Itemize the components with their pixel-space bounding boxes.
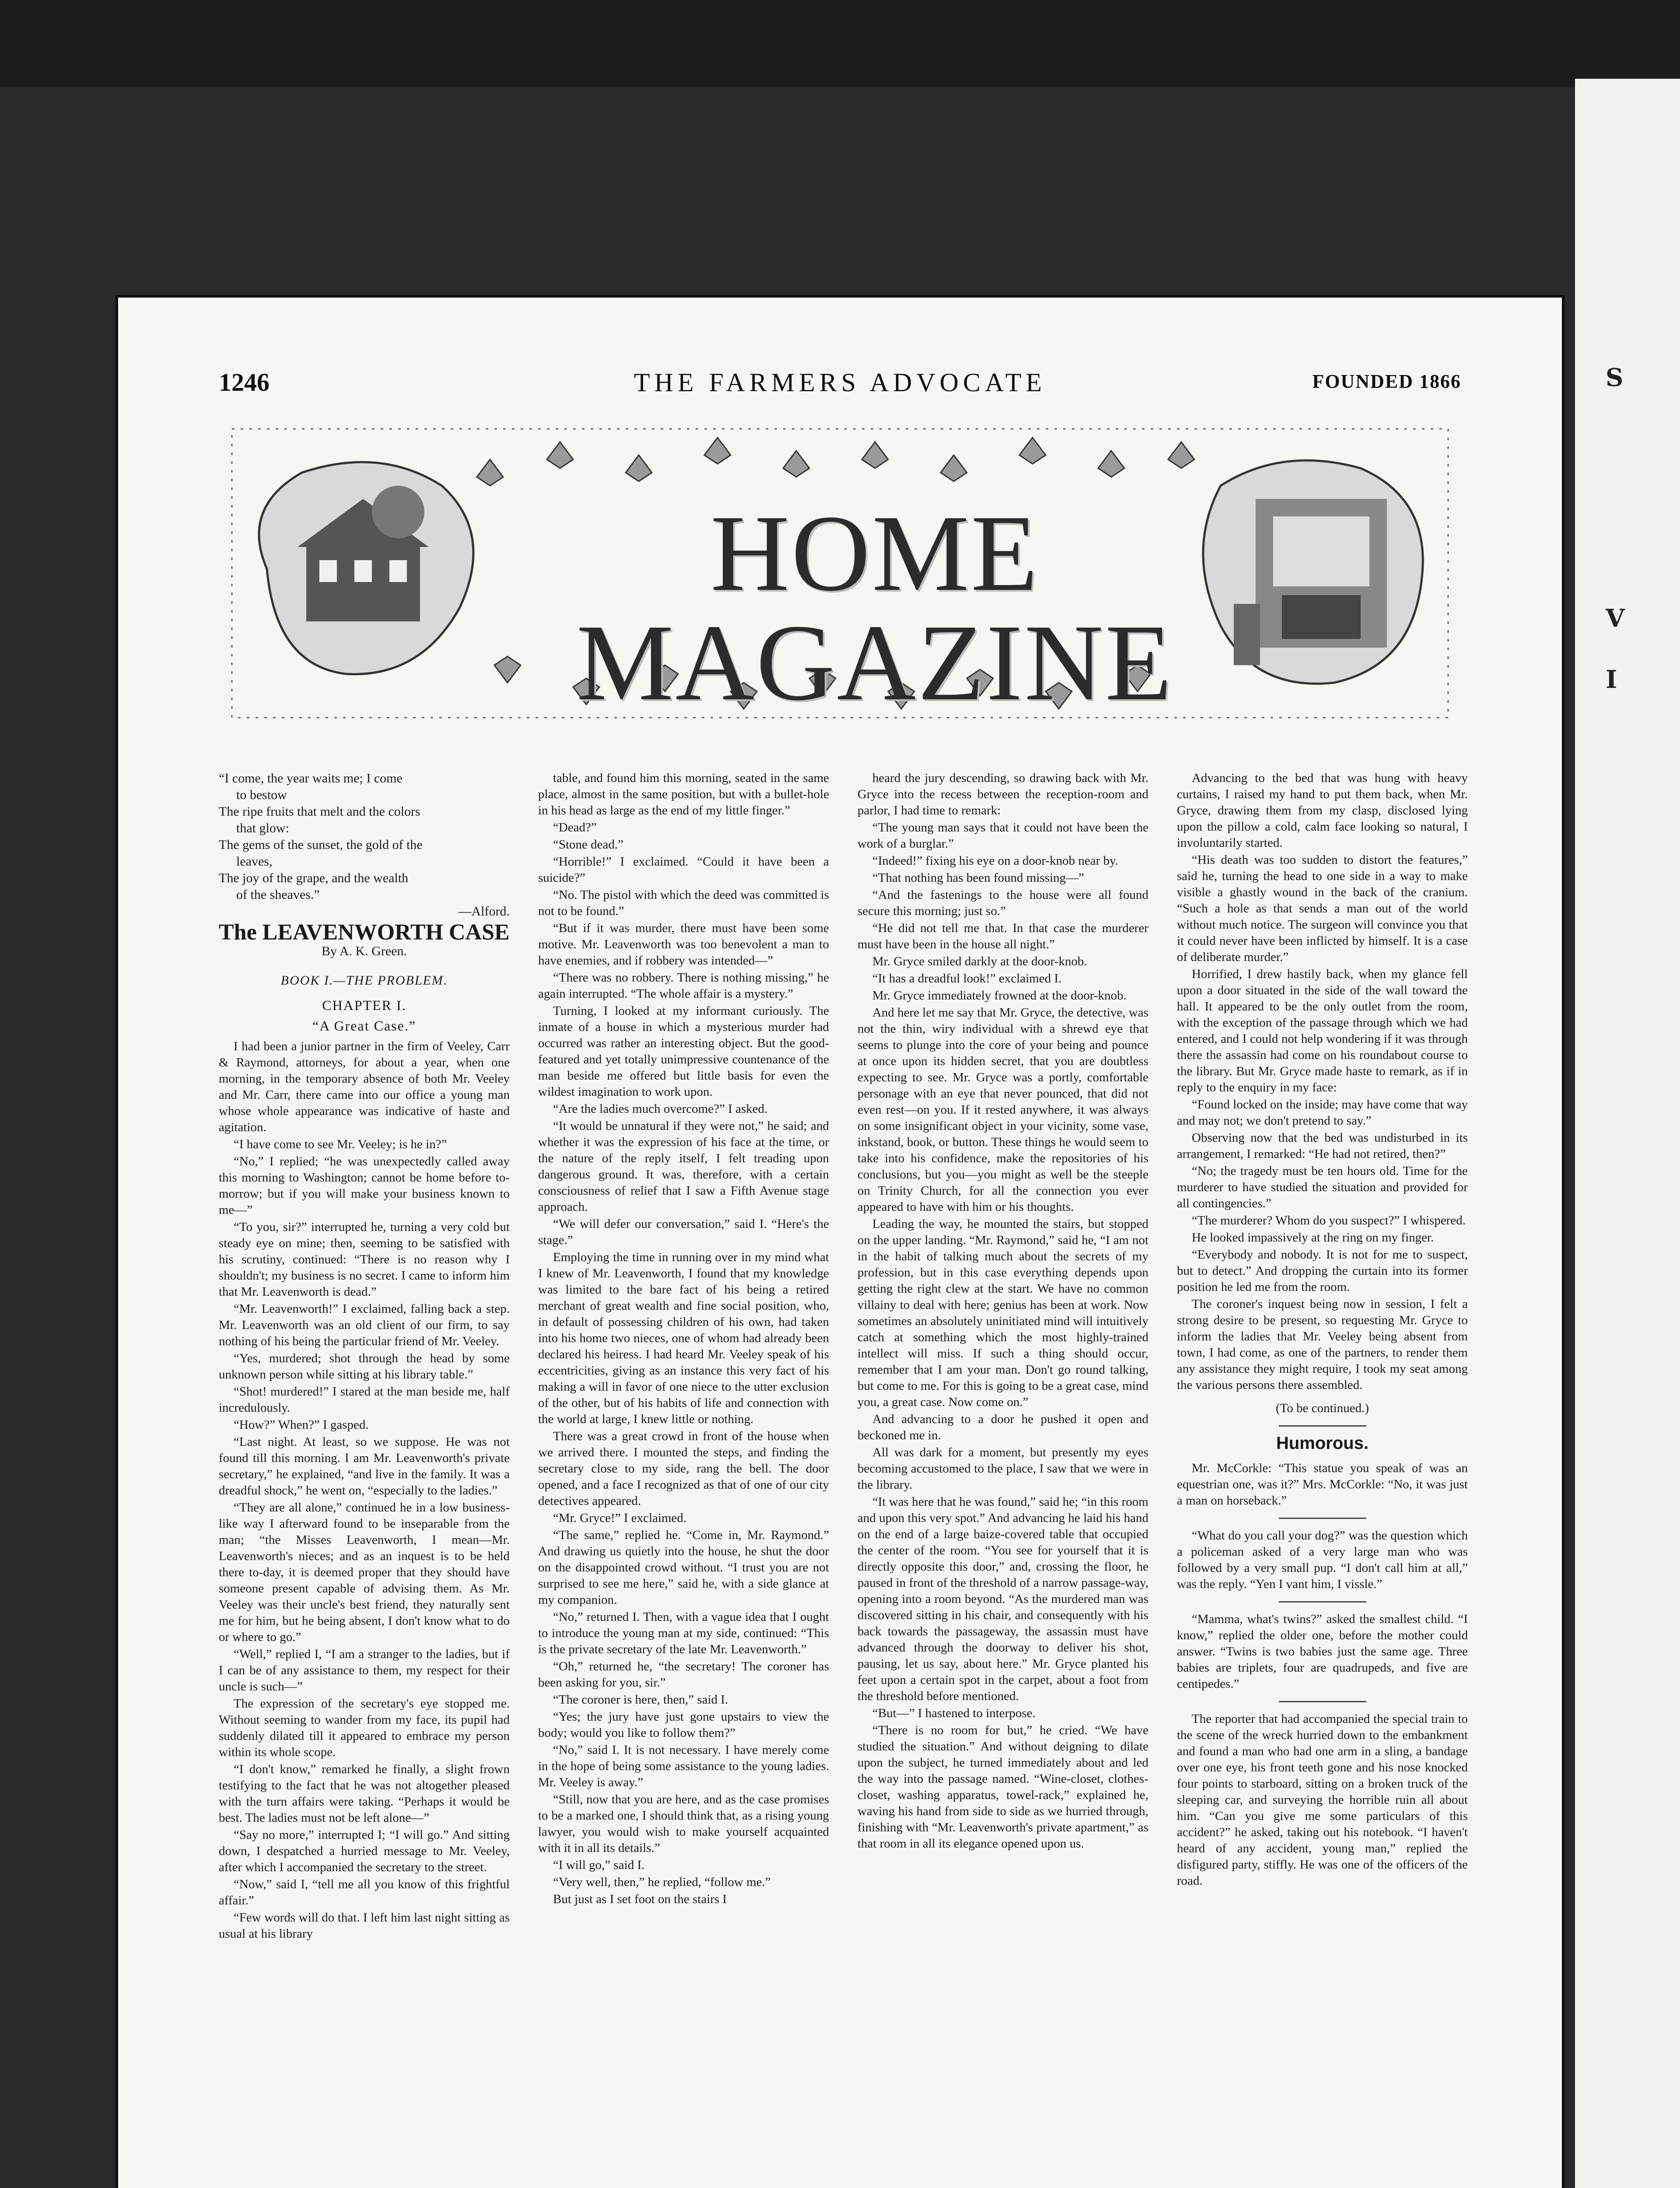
paragraph: “Are the ladies much overcome?” I asked. — [553, 1102, 768, 1116]
item-divider — [1279, 1601, 1366, 1602]
paragraph: “His death was too sudden to distort the features,” said he, turning the head to one side in a way to make visible a ghastly wound in the back of the cranium. “Such a hole as that sends a man out of the world without much notice. The surgeon will convince you that it could never have been inflicted by himself. It is a case of deliberate murder.” — [1177, 853, 1468, 964]
column-3-body — [858, 770, 1148, 1852]
paragraph: “Now,” said I, “tell me all you know of this frightful affair.” — [219, 1877, 510, 1907]
paragraph: “Mr. Gryce!” I exclaimed. — [553, 1511, 687, 1525]
paragraph: “It was here that he was found,” said he; “in this room and upon this very spot.” And advancing he laid his hand on the end of a large baize-covered table that occupied the center of the room. “You see for yourself that it is directly opposite this door,” and, crossing the floor, he paused in front of the threshold of a narrow passage-way, opening into a room beyond. “As the murdered man was discovered sitting in his chair, and consequently with his back towards the passageway, the assassin must have advanced through the doorway to deliver his shot, pausing, let us say, about here.” Mr. Gryce planted his feet upon a certain spot in the carpet, about a foot from the threshold before mentioned. — [858, 1495, 1148, 1703]
paragraph: “But—” I hastened to interpose. — [872, 1706, 1036, 1720]
paragraph: “There was no robbery. There is nothing missing,” he again interrupted. “The whole affair is a mystery.” — [538, 971, 829, 1001]
paragraph: “Mr. Leavenworth!” I exclaimed, falling back a step. Mr. Leavenworth was an old client of our firm, to say nothing of his being the particular friend of Mr. Veeley. — [219, 1302, 510, 1348]
paragraph: table, and found him this morning, seated in the same place, almost in the same position, but with a bullet-hole in his head as large as the end of my little finger.” — [538, 771, 829, 817]
paragraph: And here let me say that Mr. Gryce, the detective, was not the thin, wiry individual with a shrewd eye that seems to plunge into the core of your being and pounce at once upon its hidden secret, that you are doubtless expecting to see. Mr. Gryce was a portly, comfortable personage with an eye that never pounced, that did not even rest—on you. If it rested anywhere, it was always on some insignificant object in your vicinity, some vase, inkstand, book, or button. These things he would seem to take into his confidence, make the repositories of his conclusions, but you—you might as well be the steeple on Trinity Church, for all the connection you ever appeared to have with him or his thoughts. — [858, 1006, 1148, 1214]
paragraph: “Well,” replied I, “I am a stranger to the ladies, but if I can be of any assistance to them, my respect for their uncle is such—” — [219, 1647, 510, 1694]
column-4 — [1177, 770, 1468, 2188]
paragraph: “To you, sir?” interrupted he, turning a very cold but steady eye on mine; then, seeming to be satisfied with his scrutiny, continued: “There is no reason why I shouldn't; my business is no secret. I came to inform him that Mr. Leavenworth is dead.” — [219, 1220, 510, 1299]
paragraph: “The young man says that it could not have been the work of a burglar.” — [858, 820, 1148, 851]
paragraph: The coroner's inquest being now in session, I felt a strong desire to be present, so requesting Mr. Gryce to inform the ladies that Mr. Veeley being absent from town, I had come, as one of the partners, to render them any assistance they might require, I took my seat among the various persons there assembled. — [1177, 1297, 1468, 1392]
poem-line: of the sheaves.” — [236, 887, 320, 902]
humorous-heading: Humorous. — [1276, 1434, 1369, 1453]
paragraph: “It has a dreadful look!” exclaimed I. — [872, 971, 1062, 985]
home-magazine-banner — [214, 420, 1466, 726]
poem-line: leaves, — [236, 854, 273, 869]
paragraph: “The murderer? Whom do you suspect?” I whispered. — [1192, 1213, 1466, 1227]
adjacent-page-fragment: V — [1606, 604, 1625, 633]
paragraph: “Indeed!” fixing his eye on a door-knob near by. — [872, 854, 1119, 868]
paragraph: “The same,” replied he. “Come in, Mr. Raymond.” And drawing us quietly into the house, he shut the door on the disappointed crowd without. “I trust you are not surprised to see me here,” said he, with a side glance at my companion. — [538, 1528, 829, 1607]
paragraph: “Stone dead.” — [553, 838, 624, 852]
adjacent-page-fragment: S — [1606, 363, 1624, 392]
paragraph: “Say no more,” interrupted I; “I will go.” And sitting down, I despatched a hurried message to Mr. Veeley, after which I accompanied the secretary to the street. — [219, 1828, 510, 1874]
story-author: By A. K. Green. — [322, 944, 407, 958]
paragraph: “They are all alone,” continued he in a low business-like way I afterward found to be inseparable from the man; “the Misses Leavenworth, I mean—Mr. Leavenworth's nieces; and as an inquest is to be held there to-day, it is deemed proper that they should have someone present capable of advising them. As Mr. Veeley was their uncle's best friend, they naturally sent me for him, but he being absent, I don't know what to do or where to go.” — [219, 1501, 510, 1644]
paragraph: heard the jury descending, so drawing back with Mr. Gryce into the recess between the reception-room and parlor, I had time to remark: — [858, 771, 1148, 817]
page-header — [219, 368, 1461, 407]
column-3 — [858, 770, 1148, 2188]
paragraph: Mr. Gryce immediately frowned at the door-knob. — [872, 989, 1127, 1003]
paragraph: “Very well, then,” he replied, “follow me.” — [553, 1875, 771, 1889]
paragraph: “I will go,” said I. — [553, 1858, 645, 1872]
paragraph: “The coroner is here, then,” said I. — [553, 1693, 728, 1707]
continued-note: (To be continued.) — [1276, 1401, 1369, 1415]
item-divider — [1279, 1518, 1366, 1519]
column-2 — [538, 770, 829, 2188]
chapter-heading: CHAPTER I. — [322, 997, 406, 1013]
paragraph: “It would be unnatural if they were not,” he said; and whether it was the expression of his face at the time, or the nature of the reply itself, I felt treading upon dangerous ground. It was, therefore, with a certain consciousness of relief that I saw a Fifth Avenue stage approach. — [538, 1119, 829, 1214]
paragraph: The expression of the secretary's eye stopped me. Without seeming to wander from my face, its pupil had suddenly dilated till it appeared to embrace my person within its whole scope. — [219, 1697, 510, 1759]
column-4-body — [1177, 770, 1468, 1393]
paragraph: “Everybody and nobody. It is not for me to suspect, but to detect.” And dropping the curtain into its former position he led me from the room. — [1177, 1248, 1468, 1294]
paragraph: “We will defer our conversation,” said I. “Here's the stage.” — [538, 1217, 829, 1247]
paragraph: “Dead?” — [553, 820, 597, 835]
paragraph: I had been a junior partner in the firm of Veeley, Carr & Raymond, attorneys, for about a year, when one morning, in the temporary absence of both Mr. Veeley and Mr. Carr, there came into our office a young man whose whole appearance was indicative of haste and agitation. — [219, 1039, 510, 1134]
chapter-subtitle: “A Great Case.” — [312, 1018, 416, 1034]
paragraph: Turning, I looked at my informant curiously. The inmate of a house in which a mysterious murder had occurred was rather an interesting object. But the good-featured and yet totally unimpressive countenance of the man beside me offered but little basis for even the wildest imagination to work upon. — [538, 1004, 829, 1099]
paragraph: “No,” returned I. Then, with a vague idea that I ought to introduce the young man at my side, continued: “This is the private secretary of the late Mr. Leavenworth.” — [538, 1610, 829, 1656]
paragraph: “I don't know,” remarked he finally, a slight frown testifying to the fact that he was not altogether pleased with the turn affairs were taking. “Perhaps it would be best. The ladies must not be left alone—” — [219, 1762, 510, 1825]
paragraph: “I have come to see Mr. Veeley; is he in?” — [234, 1137, 447, 1151]
column-1 — [219, 770, 510, 2188]
paragraph: Horrified, I drew hastily back, when my glance fell upon a door situated in the side of the wall toward the hall. It appeared to be the only outlet from the room, with the exception of the passage through which we had entered, and I could not help wondering if it was through there the assassin had come on his roundabout course to the library. But Mr. Gryce made haste to remark, as if in reply to the enquiry in my face: — [1177, 967, 1468, 1094]
paragraph: “What do you call your dog?” was the question which a policeman asked of a very large man who was followed by a very small pup. “I don't call him at all,” was the reply. “Yen I vant him, I vissle.” — [1177, 1529, 1468, 1591]
column-2-body — [538, 770, 829, 1907]
paragraph: “And the fastenings to the house were all found secure this morning; just so.” — [858, 888, 1148, 918]
paragraph: “How?” When?” I gasped. — [234, 1418, 369, 1432]
paragraph: “Yes; the jury have just gone upstairs to view the body; would you like to follow them?” — [538, 1710, 829, 1740]
poem-line: to bestow — [236, 788, 287, 802]
paragraph: “Horrible!” I exclaimed. “Could it have been a suicide?” — [538, 855, 829, 885]
poem-line: that glow: — [236, 821, 289, 835]
paragraph: Observing now that the bed was undisturbed in its arrangement, I remarked: “He had not retired, then?” — [1177, 1131, 1468, 1161]
poem-line: The joy of the grape, and the wealth — [219, 871, 409, 885]
story-title: The LEAVENWORTH CASE — [219, 920, 510, 945]
founded-line: FOUNDED 1866 — [1312, 371, 1461, 392]
paragraph: Advancing to the bed that was hung with heavy curtains, I raised my hand to put them back, when Mr. Gryce, drawing them from my clasp, disclosed lying upon the pillow a cold, calm face looking so natural, I involuntarily started. — [1177, 771, 1468, 850]
film-frame-top — [0, 0, 1680, 88]
article-columns — [219, 770, 1470, 2188]
paragraph: “Shot! murdered!” I stared at the man beside me, half incredulously. — [219, 1385, 510, 1415]
masthead-title: HOME MAGAZINE — [576, 493, 1174, 723]
paragraph: “No. The pistol with which the deed was committed is not to be found.” — [538, 888, 829, 918]
humorous-items — [1177, 1460, 1468, 1889]
paragraph: All was dark for a moment, but presently my eyes becoming accustomed to the place, I saw that we were in the library. — [858, 1445, 1148, 1492]
poem-line: The gems of the sunset, the gold of the — [219, 838, 423, 852]
column-1-body — [219, 1038, 510, 1942]
epigraph-poem — [219, 770, 510, 920]
paragraph: “Yes, murdered; shot through the head by some unknown person while sitting at his library table.” — [219, 1351, 510, 1382]
paragraph: “Oh,” returned he, “the secretary! The coroner has been asking for you, sir.” — [538, 1659, 829, 1690]
book-heading: BOOK I.—THE PROBLEM. — [280, 973, 448, 988]
paragraph: “But if it was murder, there must have been some motive. Mr. Leavenworth was too benevolent a man to have enemies, and if robbery was intended—” — [538, 921, 829, 968]
adjacent-page-fragment: I — [1606, 665, 1617, 694]
paragraph: “No,” I replied; “he was unexpectedly called away this morning to Washington; cannot be home before to-morrow; but if you will make your business known to me—” — [219, 1154, 510, 1217]
page-number: 1246 — [219, 368, 270, 396]
publication-title: THE FARMERS ADVOCATE — [634, 368, 1046, 397]
paragraph: There was a great crowd in front of the house when we arrived there. I mounted the steps, and finding the secretary close to my side, rang the bell. The door opened, and a face I recognized as that of one of our city detectives appeared. — [538, 1429, 829, 1508]
paragraph: Employing the time in running over in my mind what I knew of Mr. Leavenworth, I found that my knowledge was limited to the bare fact of his being a retired merchant of great wealth and fine social position, who, in default of possessing children of his own, had taken into his home two nieces, one of whom had already been declared his heiress. I had heard Mr. Veeley speak of his eccentricities, giving as an instance this very fact of his making a will in favor of one niece to the utter exclusion of the other, but of his habits of life and connection with the world at large, I knew little or nothing. — [538, 1250, 829, 1426]
poem-author: —Alford. — [458, 904, 510, 919]
paragraph: The reporter that had accompanied the special train to the scene of the wreck hurried down to the embankment and found a man who had one arm in a sling, a bandage over one eye, his front teeth gone and his nose knocked four points to starboard, sitting on a broken truck of the sleeping car, and surveying the horrible ruin all about him. “Can you give me some particulars of this accident?” he asked, taking out his notebook. “I haven't heard of any accident, young man,” replied the disfigured party, stiffly. He was one of the officers of the road. — [1177, 1712, 1468, 1888]
paragraph: Leading the way, he mounted the stairs, but stopped on the upper landing. “Mr. Raymond,” said he, “I am not in the habit of talking much about the secrets of my profession, but in this case everything depends upon getting the right clew at the start. We have no common villainy to deal with here; genius has been at work. Now sometimes an absolutely uninitiated mind will intuitively catch at something which the most highly-trained intellect will miss. If such a thing should occur, remember that I am your man. Don't go round talking, but come to me. For this is going to be a great case, mind you, a great case. Now come on.” — [858, 1217, 1148, 1409]
paragraph: “Last night. At least, so we suppose. He was not found till this morning. I am Mr. Leavenworth's private secretary,” he explained, “and live in the family. It was a dreadful shock,” he went on, “especially to the ladies.” — [219, 1435, 510, 1497]
paragraph: “Few words will do that. I left him last night sitting as usual at his library — [219, 1911, 510, 1941]
paragraph: “He did not tell me that. In that case the murderer must have been in the house all night.” — [858, 921, 1148, 951]
poem-line: “I come, the year waits me; I come — [219, 771, 402, 785]
paragraph: “No,” said I. It is not necessary. I have merely come in the hope of being some assistance to the young ladies. Mr. Veeley is away.” — [538, 1743, 829, 1789]
item-divider — [1279, 1701, 1366, 1702]
newspaper-page — [118, 298, 1562, 2188]
paragraph: But just as I set foot on the stairs I — [553, 1892, 727, 1906]
paragraph: “Mamma, what's twins?” asked the smallest child. “I know,” replied the older one, before the mother could answer. “Twins is two babies just the same age. Three babies are triplets, four are quadrupeds, and five are centipedes.” — [1177, 1612, 1468, 1691]
paragraph: He looked impassively at the ring on my finger. — [1192, 1231, 1434, 1245]
paragraph: And advancing to a door he pushed it open and beckoned me in. — [858, 1412, 1148, 1442]
poem-line: The ripe fruits that melt and the colors — [219, 804, 420, 819]
paragraph: “There is no room for but,” he cried. “We have studied the situation.” And without deigning to dilate upon the subject, he turned immediately about and led the way into the passage named. “Wine-closet, clothes-closet, washing apparatus, towel-rack,” explained he, waving his hand from side to side as we hurried through, finishing with “Mr. Leavenworth's private apartment,” as that room in all its elegance opened upon us. — [858, 1723, 1148, 1851]
paragraph: Mr. McCorkle: “This statue you speak of was an equestrian one, was it?” Mrs. McCorkle: “No, it was just a man on horseback.” — [1177, 1461, 1468, 1508]
paragraph: “No; the tragedy must be ten hours old. Time for the murderer to have studied the situation and provided for all contingencies.” — [1177, 1164, 1468, 1210]
paragraph: “Still, now that you are here, and as the case promises to be a marked one, I should think that, as a rising young lawyer, you would wish to make yourself acquainted with it in all its details.” — [538, 1792, 829, 1855]
paragraph: “Found locked on the inside; may have come that way and may not; we don't pretend to say.” — [1177, 1098, 1468, 1128]
paragraph: “That nothing has been found missing—” — [872, 871, 1085, 885]
adjacent-page-strip — [1575, 79, 1680, 2188]
paragraph: Mr. Gryce smiled darkly at the door-knob. — [872, 954, 1087, 968]
section-divider — [1279, 1425, 1366, 1427]
